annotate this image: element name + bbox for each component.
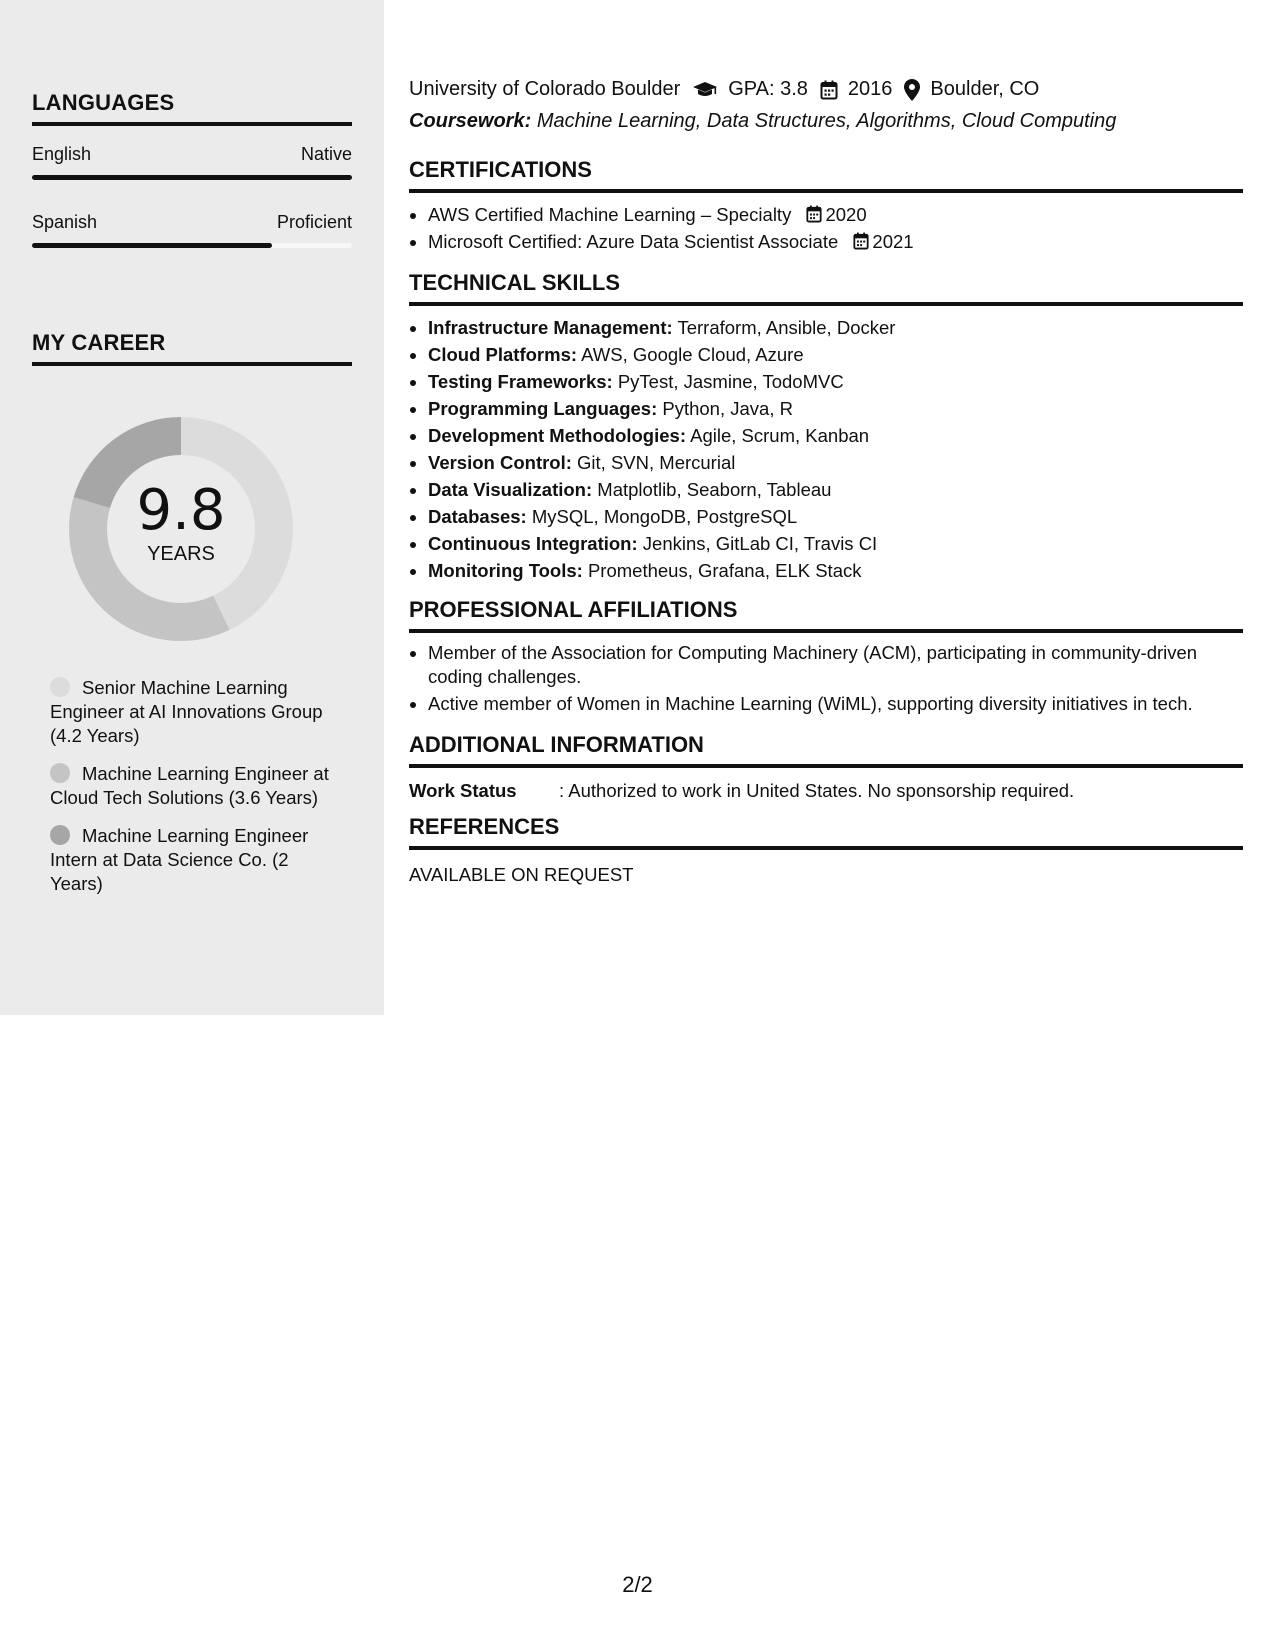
skill-label: Databases: xyxy=(428,506,527,527)
career-legend xyxy=(50,676,340,910)
career-donut-chart xyxy=(66,414,296,644)
skill-value: Git, SVN, Mercurial xyxy=(577,452,736,473)
skill-value: AWS, Google Cloud, Azure xyxy=(581,344,804,365)
language-item xyxy=(32,144,352,180)
coursework-line xyxy=(409,110,1116,133)
career-section xyxy=(32,330,352,366)
skill-value: Python, Java, R xyxy=(662,398,793,419)
gpa: GPA: 3.8 xyxy=(728,78,808,100)
career-legend-item xyxy=(50,824,340,896)
skill-label: Programming Languages: xyxy=(428,398,658,419)
skill-item xyxy=(428,476,1243,503)
skill-value: Terraform, Ansible, Docker xyxy=(677,317,896,338)
coursework-label: Coursework: xyxy=(409,110,532,132)
graduation-year: 2016 xyxy=(847,78,893,100)
skill-value: Jenkins, GitLab CI, Travis CI xyxy=(642,533,878,554)
career-legend-label: Machine Learning Engineer at Cloud Tech Solutions (3.6 Years) xyxy=(50,763,329,808)
career-legend-item xyxy=(50,676,340,748)
language-proficiency-fill xyxy=(32,243,272,248)
certifications-section xyxy=(409,157,1243,255)
additional-info-heading: ADDITIONAL INFORMATION xyxy=(409,732,1243,768)
career-legend-item xyxy=(50,762,340,810)
certification-year: 2020 xyxy=(825,204,867,225)
language-level: Native xyxy=(300,144,352,164)
legend-dot xyxy=(50,825,70,845)
certification-year: 2021 xyxy=(872,231,914,252)
calendar-icon xyxy=(806,205,822,223)
donut-center xyxy=(66,414,296,644)
affiliations-section xyxy=(409,597,1243,719)
skill-value: PyTest, Jasmine, TodoMVC xyxy=(617,371,844,392)
languages-heading: LANGUAGES xyxy=(32,90,352,126)
career-legend-label: Machine Learning Engineer Intern at Data Science Co. (2 Years) xyxy=(50,825,309,894)
work-status-row xyxy=(409,780,1243,802)
language-item xyxy=(32,212,352,248)
technical-skills-section xyxy=(409,270,1243,584)
work-status-value: : Authorized to work in United States. No sponsorship required. xyxy=(559,780,1075,801)
skill-item xyxy=(428,503,1243,530)
language-proficiency-fill xyxy=(32,175,352,180)
skill-item xyxy=(428,314,1243,341)
skill-label: Infrastructure Management: xyxy=(428,317,673,338)
career-heading: MY CAREER xyxy=(32,330,352,366)
references-text: AVAILABLE ON REQUEST xyxy=(409,864,634,885)
skill-label: Data Visualization: xyxy=(428,479,593,500)
skill-value: Matplotlib, Seaborn, Tableau xyxy=(597,479,832,500)
skill-item xyxy=(428,341,1243,368)
legend-dot xyxy=(50,677,70,697)
references-heading: REFERENCES xyxy=(409,814,1243,850)
graduation-cap-icon xyxy=(692,81,718,99)
skill-item xyxy=(428,449,1243,476)
career-total-unit: YEARS xyxy=(147,542,215,565)
calendar-icon xyxy=(820,80,838,100)
sidebar xyxy=(0,0,384,1015)
skill-label: Development Methodologies: xyxy=(428,425,686,446)
language-proficiency-bar xyxy=(32,175,352,180)
certification-name: Microsoft Certified: Azure Data Scientist Associate xyxy=(428,231,839,252)
certification-item xyxy=(428,228,1243,255)
certifications-list xyxy=(409,201,1243,255)
career-total-value: 9.8 xyxy=(136,477,226,543)
skill-value: Prometheus, Grafana, ELK Stack xyxy=(587,560,862,581)
skill-item xyxy=(428,557,1243,584)
skill-value: MySQL, MongoDB, PostgreSQL xyxy=(531,506,798,527)
skill-label: Continuous Integration: xyxy=(428,533,638,554)
coursework-list: Machine Learning, Data Structures, Algorithms, Cloud Computing xyxy=(536,110,1117,132)
legend-dot xyxy=(50,763,70,783)
calendar-icon xyxy=(853,232,869,250)
affiliation-item: • Member of the Association for Computing Machinery (ACM), participating in community-driven coding challenges. xyxy=(428,641,1243,689)
language-level: Proficient xyxy=(276,212,352,232)
skill-label: Testing Frameworks: xyxy=(428,371,613,392)
affiliations-heading: PROFESSIONAL AFFILIATIONS xyxy=(409,597,1243,633)
language-name: Spanish xyxy=(32,212,98,232)
skill-item xyxy=(428,368,1243,395)
language-name: English xyxy=(32,144,92,164)
affiliation-item: • Active member of Women in Machine Learning (WiML), supporting diversity initiatives in tech. xyxy=(428,692,1243,716)
skill-item xyxy=(428,422,1243,449)
certifications-heading: CERTIFICATIONS xyxy=(409,157,1243,193)
work-status-label: Work Status xyxy=(409,780,517,801)
school-name: University of Colorado Boulder xyxy=(409,78,681,100)
skill-item xyxy=(428,530,1243,557)
skills-list xyxy=(409,314,1243,584)
skill-value: Agile, Scrum, Kanban xyxy=(690,425,870,446)
skill-label: Monitoring Tools: xyxy=(428,560,583,581)
certification-item xyxy=(428,201,1243,228)
language-proficiency-bar xyxy=(32,243,352,248)
technical-skills-heading: TECHNICAL SKILLS xyxy=(409,270,1243,306)
skill-item xyxy=(428,395,1243,422)
references-section xyxy=(409,814,1243,886)
page-number: 2/2 xyxy=(622,1572,653,1597)
languages-section xyxy=(32,90,352,248)
school-location: Boulder, CO xyxy=(930,78,1040,100)
education-line xyxy=(409,78,1039,101)
affiliations-list xyxy=(409,641,1243,716)
additional-info-section xyxy=(409,732,1243,802)
certification-name: AWS Certified Machine Learning – Specialty xyxy=(428,204,792,225)
skill-label: Version Control: xyxy=(428,452,572,473)
skill-label: Cloud Platforms: xyxy=(428,344,578,365)
map-pin-icon xyxy=(904,79,920,101)
career-legend-label: Senior Machine Learning Engineer at AI Innovations Group (4.2 Years) xyxy=(50,677,323,746)
